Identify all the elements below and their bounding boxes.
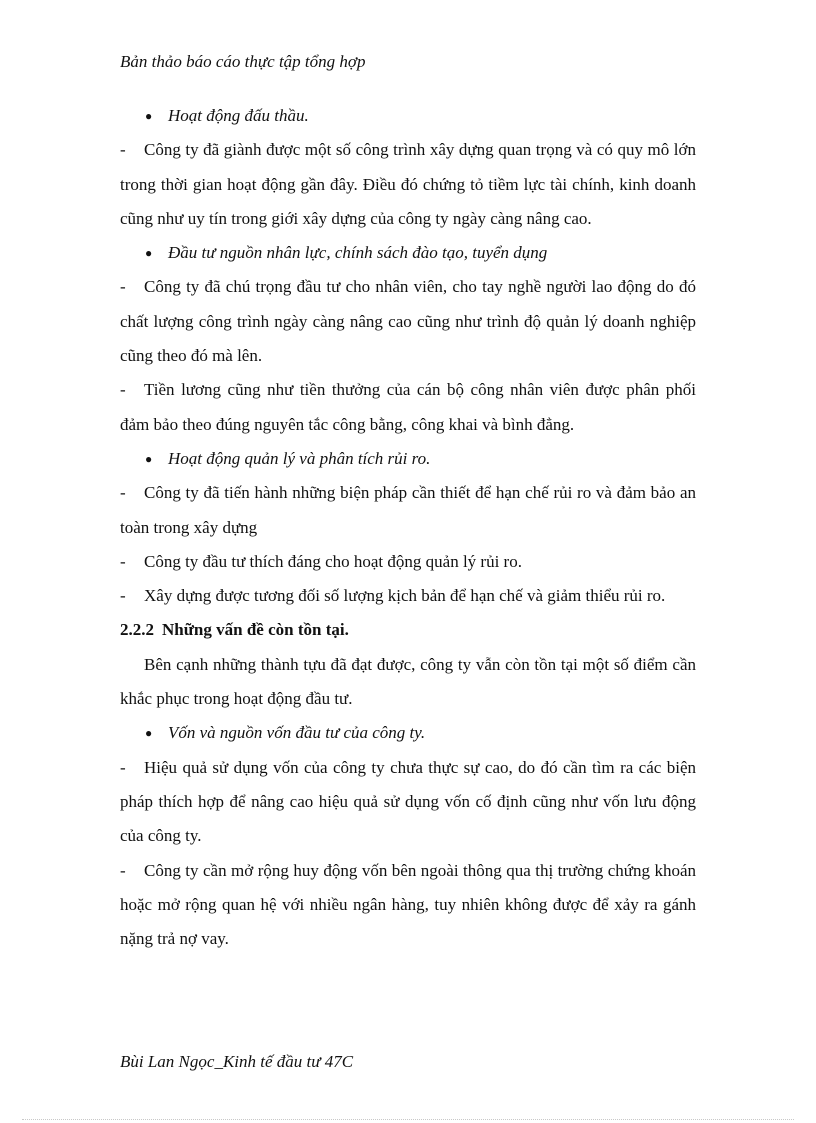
bullet-text: Đầu tư nguồn nhân lực, chính sách đào tạo, tuyển dụng xyxy=(168,243,548,263)
paragraph-text: Công ty đầu tư thích đáng cho hoạt động quản lý rủi ro. xyxy=(144,551,522,571)
dash-mark: - xyxy=(120,483,126,503)
dash-mark: - xyxy=(120,860,126,880)
dash-paragraph xyxy=(120,270,696,373)
paragraph-text: Công ty đã tiến hành những biện pháp cần thiết để hạn chế rủi ro và đảm bảo an toàn trong xây dựng xyxy=(120,483,696,537)
paragraph-text: Công ty cần mở rộng huy động vốn bên ngoài thông qua thị trường chứng khoán hoặc mở rộng quan hệ với nhiều ngân hàng, tuy nhiên không được để xảy ra gánh nặng trả nợ vay. xyxy=(120,860,696,949)
dash-paragraph xyxy=(120,579,696,613)
page-bottom-divider xyxy=(22,1119,794,1120)
bullet-text: Hoạt động đấu thầu. xyxy=(168,106,309,125)
bullet-icon: ● xyxy=(145,726,153,741)
dash-mark: - xyxy=(120,277,126,297)
paragraph-text: Công ty đã giành được một số công trình xây dựng quan trọng và có quy mô lớn trong thời gian hoạt động gần đây. Điều đó chứng tỏ tiềm lực tài chính, kinh doanh cũng như uy tín trong giới xây dựng của công ty ngày càng nâng cao. xyxy=(120,140,696,228)
dash-mark: - xyxy=(120,380,126,400)
dash-paragraph xyxy=(120,476,696,545)
bullet-item xyxy=(120,236,696,270)
section-title: Những vấn đề còn tồn tại. xyxy=(162,620,349,640)
dash-mark: - xyxy=(120,757,126,777)
paragraph-text: Tiền lương cũng như tiền thưởng của cán bộ công nhân viên được phân phối đảm bảo theo đúng nguyên tắc công bằng, công khai và bình đẳng. xyxy=(120,380,696,434)
section-number: 2.2.2 xyxy=(120,620,154,640)
bullet-item xyxy=(120,442,696,476)
paragraph-text: Xây dựng được tương đối số lượng kịch bản để hạn chế và giảm thiểu rủi ro. xyxy=(144,586,666,606)
bullet-item xyxy=(120,716,696,750)
bullet-item xyxy=(120,99,696,133)
section-heading xyxy=(120,613,696,647)
page-footer: Bùi Lan Ngọc_Kinh tế đầu tư 47C xyxy=(120,1052,354,1071)
dash-paragraph xyxy=(120,545,696,579)
bullet-icon: ● xyxy=(145,246,153,261)
dash-paragraph xyxy=(120,854,696,957)
document-body xyxy=(120,99,696,956)
bullet-icon: ● xyxy=(145,451,153,466)
body-paragraph: Bên cạnh những thành tựu đã đạt được, công ty vẫn còn tồn tại một số điểm cần khắc phục trong hoạt động đầu tư. xyxy=(120,654,696,709)
dash-paragraph xyxy=(120,751,696,854)
dash-mark: - xyxy=(120,140,126,160)
dash-mark: - xyxy=(120,551,126,571)
bullet-icon: ● xyxy=(145,109,153,123)
paragraph-text: Hiệu quả sử dụng vốn của công ty chưa thực sự cao, do đó cần tìm ra các biện pháp thích hợp để nâng cao hiệu quả sử dụng vốn cố định cũng như vốn lưu động của công ty. xyxy=(120,757,696,846)
page-header: Bản thảo báo cáo thực tập tổng hợp xyxy=(120,52,366,71)
dash-paragraph xyxy=(120,133,696,236)
dash-paragraph xyxy=(120,373,696,442)
dash-mark: - xyxy=(120,586,126,606)
paragraph-text: Công ty đã chú trọng đầu tư cho nhân viên, cho tay nghề người lao động do đó chất lượng công trình ngày càng nâng cao cũng như trình độ quản lý doanh nghiệp cũng theo đó mà lên. xyxy=(120,277,696,366)
bullet-text: Vốn và nguồn vốn đầu tư của công ty. xyxy=(168,723,426,743)
bullet-text: Hoạt động quản lý và phân tích rủi ro. xyxy=(168,448,431,468)
